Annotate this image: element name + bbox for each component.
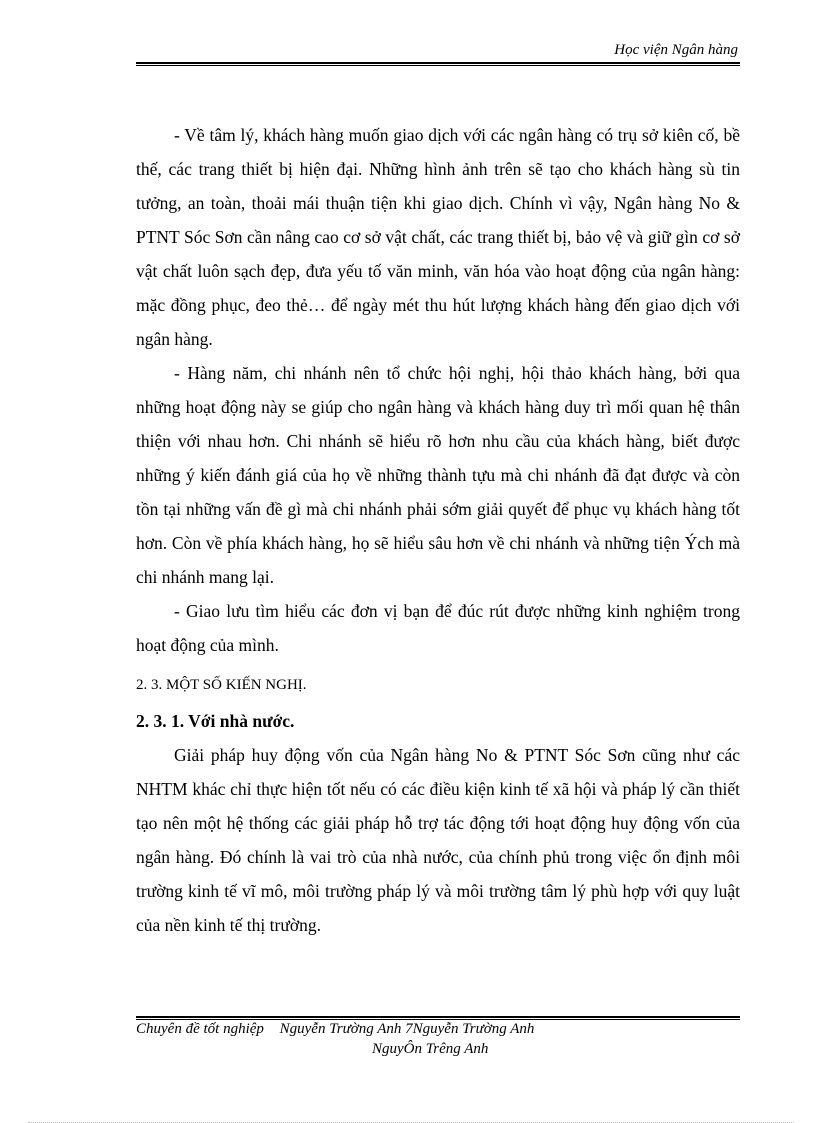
paragraph-3: - Giao lưu tìm hiểu các đơn vị bạn để đúc rút được những kinh nghiệm trong hoạt động của mình. — [136, 601, 740, 655]
running-header: Học viện Ngân hàng — [614, 42, 738, 58]
section-heading: 2. 3. MỘT SỐ KIẾN NGHỊ. — [136, 677, 307, 693]
footer-author: Nguyễn Trường Anh 7Nguyễn Trường Anh — [279, 1021, 535, 1037]
header-rule — [136, 62, 740, 66]
paragraph-1: - Về tâm lý, khách hàng muốn giao dịch với các ngân hàng có trụ sở kiên cố, bề thế, các trang thiết bị hiện đại. Những hình ảnh trên sẽ tạo cho khách hàng sù tin tưởng, an toàn, thoải mái thuận tiện khi giao dịch. Chính vì vậy, Ngân hàng No & PTNT Sóc Sơn cần nâng cao cơ sở vật chất, các trang thiết bị, bảo vệ và giữ gìn cơ sở vật chất luôn sạch đẹp, đưa yếu tố văn minh, văn hóa vào hoạt động của ngân hàng: mặc đồng phục, đeo thẻ… để ngày mét thu hút lượng khách hàng đến giao dịch với ngân hàng. — [136, 125, 740, 349]
paragraph-2: - Hàng năm, chi nhánh nên tổ chức hội nghị, hội thảo khách hàng, bởi qua những hoạt động này se giúp cho ngân hàng và khách hàng duy trì mối quan hệ thân thiện với nhau hơn. Chi nhánh sẽ hiểu rõ hơn nhu cầu của khách hàng, biết được những ý kiến đánh giá của họ về những thành tựu mà chi nhánh đã đạt được và còn tồn tại những vấn đề gì mà chi nhánh phải sớm giải quyết để phục vụ khách hàng tốt hơn. Còn về phía khách hàng, họ sẽ hiểu sâu hơn về chi nhánh và những tiện Ých mà chi nhánh mang lại. — [136, 363, 740, 587]
paragraph-4: Giải pháp huy động vốn của Ngân hàng No & PTNT Sóc Sơn cũng như các NHTM khác chỉ thực hiện tốt nếu có các điều kiện kinh tế xã hội và pháp lý cần thiết tạo nên một hệ thống các giải pháp hỗ trợ tác động tới hoạt động huy động vốn của ngân hàng. Đó chính là vai trò của nhà nước, của chính phủ trong việc ổn định môi trường kinh tế vĩ mô, môi trường pháp lý và môi trường tâm lý phù hợp với quy luật của nền kinh tế thị trường. — [136, 745, 740, 935]
document-body — [136, 118, 740, 942]
subsection-heading: 2. 3. 1. Với nhà nước. — [136, 711, 295, 731]
footer-line-1 — [136, 1021, 546, 1038]
footer-line-2: NguyÔn Trêng Anh — [372, 1041, 489, 1057]
footer-rule — [136, 1016, 740, 1020]
footer-label: Chuyên đề tốt nghiệp — [136, 1021, 264, 1037]
